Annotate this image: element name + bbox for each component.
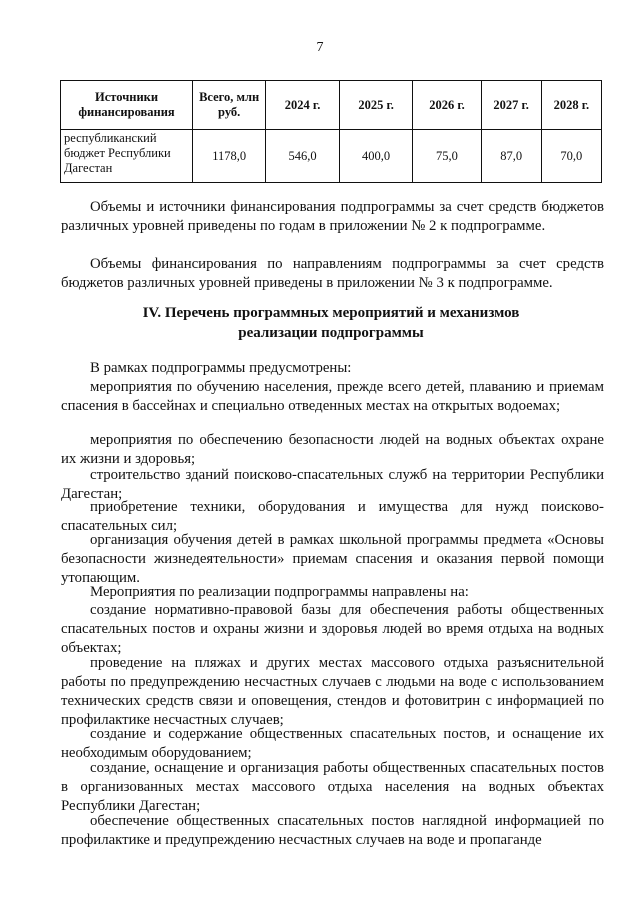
paragraph: создание и содержание общественных спасательных постов, и оснащение их необходимым оборудованием;	[61, 726, 604, 761]
header-2027: 2027 г.	[481, 81, 541, 130]
paragraph: проведение на пляжах и других местах массового отдыха разъяснительной работы по предупреждению несчастных случаев с людьми на воде с использованием технических средств связи и оповещения, стендов и фотовитрин с информацией по профилактике несчастных случаев;	[61, 655, 604, 728]
cell-source: республиканский бюджет Республики Дагестан	[61, 130, 193, 183]
table-header-row	[61, 81, 602, 130]
paragraph: строительство зданий поисково-спасательных служб на территории Республики Дагестан;	[61, 467, 604, 502]
section-heading	[60, 303, 602, 343]
paragraph-volumes-by-year: Объемы и источники финансирования подпрограммы за счет средств бюджетов различных уровней приведены по годам в приложении № 2 к подпрограмме.	[61, 199, 604, 234]
paragraph: мероприятия по обучению населения, прежде всего детей, плаванию и приемам спасения в бассейнах и специально отведенных местах на открытых водоемах;	[61, 379, 604, 414]
cell-2026: 75,0	[413, 130, 481, 183]
paragraph: приобретение техники, оборудования и имущества для нужд поисково-спасательных сил;	[61, 499, 604, 534]
paragraph: Мероприятия по реализации подпрограммы направлены на:	[90, 584, 469, 600]
cell-2024: 546,0	[266, 130, 340, 183]
table-row	[61, 130, 602, 183]
cell-2028: 70,0	[541, 130, 601, 183]
paragraph-volumes-by-direction: Объемы финансирования по направлениям подпрограммы за счет средств бюджетов различных уровней приведены в приложении № 3 к подпрограмме.	[61, 256, 604, 291]
header-2028: 2028 г.	[541, 81, 601, 130]
paragraph: создание нормативно-правовой базы для обеспечения работы общественных спасательных постов и охраны жизни и здоровья людей во время отдыха на водных объектах;	[61, 602, 604, 656]
paragraph: В рамках подпрограммы предусмотрены:	[90, 360, 352, 376]
header-2024: 2024 г.	[266, 81, 340, 130]
header-total: Всего, млн руб.	[193, 81, 266, 130]
paragraph: мероприятия по обеспечению безопасности людей на водных объектах охране их жизни и здоровья;	[61, 432, 604, 467]
page-number: 7	[316, 40, 324, 55]
header-sources: Источники финансирования	[61, 81, 193, 130]
section-heading-line2: реализации подпрограммы	[238, 325, 424, 341]
header-2026: 2026 г.	[413, 81, 481, 130]
paragraph: создание, оснащение и организация работы общественных спасательных постов в организованных местах массового отдыха населения на водных объектах Республики Дагестан;	[61, 760, 604, 814]
cell-2025: 400,0	[339, 130, 413, 183]
section-heading-line1: IV. Перечень программных мероприятий и механизмов	[142, 305, 520, 321]
header-2025: 2025 г.	[339, 81, 413, 130]
cell-total: 1178,0	[193, 130, 266, 183]
paragraph: обеспечение общественных спасательных постов наглядной информацией по профилактике и предупреждению несчастных случаев на воде и пропаганде	[61, 813, 604, 848]
paragraph: организация обучения детей в рамках школьной программы предмета «Основы безопасности жизнедеятельности» приемам спасения и оказания первой помощи утопающим.	[61, 532, 604, 586]
cell-2027: 87,0	[481, 130, 541, 183]
financing-table	[60, 80, 602, 183]
